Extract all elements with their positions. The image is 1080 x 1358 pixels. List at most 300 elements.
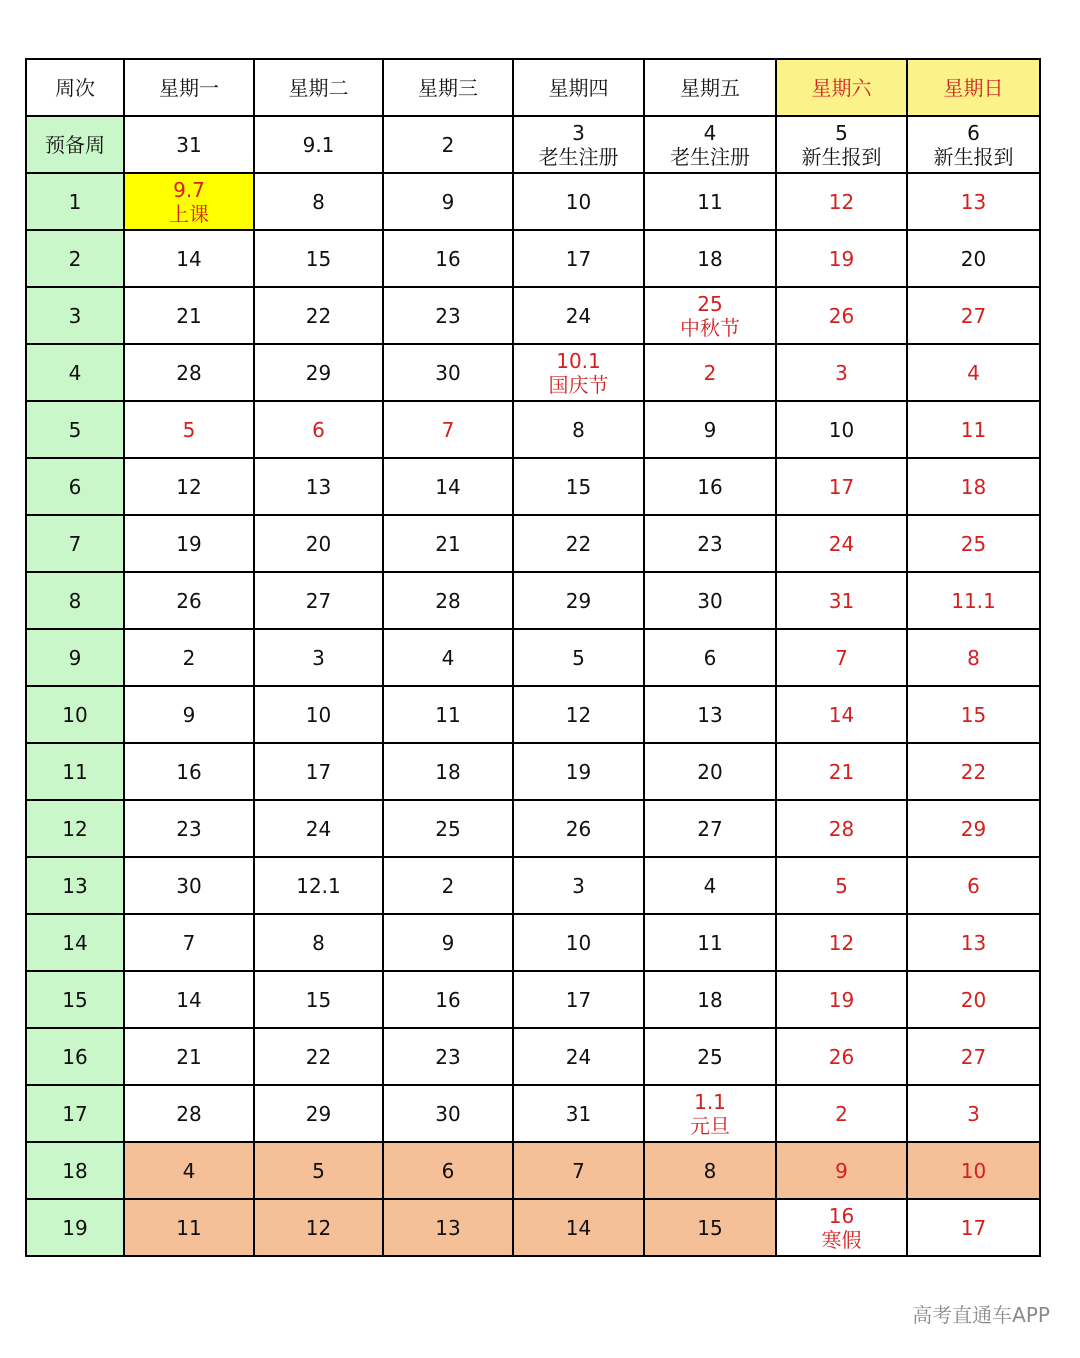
week-number-cell: 10 [26,686,124,743]
date-label: 18 [435,759,461,784]
date-cell [254,572,383,629]
date-label: 19 [828,246,855,271]
date-cell [513,1028,644,1085]
date-label: 8 [572,417,585,442]
date-cell [254,173,383,230]
date-cell [383,572,513,629]
week-number-cell: 1 [26,173,124,230]
date-label: 30 [697,588,723,613]
date-label: 16 [828,1203,855,1228]
date-cell [513,629,644,686]
date-cell [383,1028,513,1085]
date-label: 5 [572,645,585,670]
header-thursday: 星期四 [513,59,644,116]
date-label: 7 [441,417,455,442]
date-cell [907,629,1040,686]
date-label: 28 [176,360,202,385]
date-cell [644,1199,776,1256]
table-row [26,743,1040,800]
date-cell [254,515,383,572]
date-cell [644,743,776,800]
week-number-cell: 8 [26,572,124,629]
date-label: 20 [697,759,723,784]
date-cell [254,971,383,1028]
date-label: 20 [960,246,987,271]
date-label: 15 [305,246,332,271]
date-cell [383,857,513,914]
date-cell [776,743,907,800]
date-label: 9 [441,189,455,214]
date-label: 5 [312,1158,325,1183]
date-cell [383,515,513,572]
date-label: 18 [697,987,723,1012]
date-label: 29 [305,360,332,385]
date-cell [513,287,644,344]
table-row [26,1142,1040,1199]
date-label: 30 [435,1101,461,1126]
date-cell [907,230,1040,287]
date-label: 12 [176,474,202,499]
date-cell [124,800,254,857]
date-cell [907,971,1040,1028]
date-cell [513,857,644,914]
date-cell [907,1085,1040,1142]
date-label: 25 [697,1044,723,1069]
date-cell [776,287,907,344]
week-number-cell: 4 [26,344,124,401]
table-row [26,686,1040,743]
date-label: 27 [305,588,332,613]
date-label: 12 [305,1215,332,1240]
date-label: 14 [435,474,461,499]
academic-calendar-table [25,58,1041,1257]
week-number-cell: 14 [26,914,124,971]
date-cell [907,572,1040,629]
date-label: 12 [828,189,855,214]
date-cell [124,743,254,800]
date-label: 24 [828,531,855,556]
date-label: 21 [176,303,202,328]
date-cell [383,173,513,230]
date-cell [513,344,644,401]
date-cell [907,800,1040,857]
week-number-cell: 5 [26,401,124,458]
date-cell [513,572,644,629]
date-label: 26 [828,303,855,328]
date-label: 17 [960,1215,987,1240]
date-cell [124,686,254,743]
header-tuesday: 星期二 [254,59,383,116]
date-label: 10 [565,930,592,955]
date-label: 3 [967,1101,980,1126]
date-cell [383,344,513,401]
date-cell [776,914,907,971]
date-label: 9.7 [173,177,205,202]
date-cell [776,800,907,857]
date-cell [124,1142,254,1199]
date-label: 6 [441,1158,455,1183]
date-label: 12.1 [296,873,341,898]
date-label: 17 [305,759,332,784]
date-label: 30 [435,360,461,385]
table-row [26,1085,1040,1142]
date-label: 5 [182,417,196,442]
header-sunday: 星期日 [907,59,1040,116]
date-label: 11 [435,702,461,727]
date-label: 24 [565,1044,592,1069]
date-label: 14 [828,702,855,727]
date-cell [644,1028,776,1085]
header-week: 周次 [26,59,124,116]
date-cell [254,1199,383,1256]
date-label: 31 [176,132,202,157]
table-row [26,914,1040,971]
date-label: 15 [960,702,987,727]
week-number-cell: 3 [26,287,124,344]
date-label: 6 [703,645,717,670]
date-label: 9.1 [302,132,335,157]
date-label: 17 [565,987,592,1012]
date-label: 14 [565,1215,592,1240]
date-cell [383,800,513,857]
date-label: 9 [441,930,455,955]
date-cell [254,1142,383,1199]
date-cell [513,173,644,230]
date-label: 9 [182,702,196,727]
event-label: 国庆节 [548,372,609,397]
date-label: 13 [435,1215,461,1240]
event-label: 中秋节 [680,315,740,340]
date-cell [776,1142,907,1199]
date-cell [644,686,776,743]
date-label: 22 [960,759,987,784]
date-cell [124,230,254,287]
date-label: 25 [697,291,723,316]
date-label: 28 [828,816,855,841]
date-cell [254,857,383,914]
date-cell [776,857,907,914]
event-label: 寒假 [821,1227,862,1252]
date-cell [776,1028,907,1085]
event-label: 老生注册 [670,144,750,169]
date-label: 6 [967,873,980,898]
date-cell [513,914,644,971]
table-row [26,173,1040,230]
date-cell [907,458,1040,515]
date-label: 27 [960,1044,987,1069]
date-cell [907,743,1040,800]
date-label: 15 [305,987,332,1012]
date-label: 3 [835,360,848,385]
date-cell [907,344,1040,401]
date-label: 12 [828,930,855,955]
table-row [26,287,1040,344]
date-cell [383,458,513,515]
date-cell [644,458,776,515]
date-label: 6 [312,417,325,442]
date-label: 5 [835,120,848,145]
header-row [26,59,1040,116]
date-label: 23 [176,816,202,841]
date-label: 13 [960,930,987,955]
date-cell [124,515,254,572]
date-label: 4 [703,873,717,898]
week-number-cell: 9 [26,629,124,686]
date-label: 26 [828,1044,855,1069]
date-cell [513,458,644,515]
date-cell [254,1028,383,1085]
date-cell [383,401,513,458]
week-number-cell: 7 [26,515,124,572]
event-label: 新生报到 [801,144,882,169]
date-cell [776,458,907,515]
date-cell [124,1085,254,1142]
date-cell [513,971,644,1028]
date-label: 2 [441,873,455,898]
date-label: 7 [182,930,196,955]
date-label: 2 [182,645,196,670]
date-cell [124,971,254,1028]
date-cell [254,230,383,287]
date-cell [513,515,644,572]
date-label: 7 [835,645,848,670]
date-label: 30 [176,873,202,898]
date-label: 16 [435,246,461,271]
date-cell [254,344,383,401]
date-label: 29 [565,588,592,613]
date-label: 20 [960,987,987,1012]
date-cell [383,914,513,971]
date-cell [383,686,513,743]
date-label: 23 [435,1044,461,1069]
date-cell [776,1085,907,1142]
date-cell [776,401,907,458]
date-label: 26 [176,588,202,613]
date-cell [513,1199,644,1256]
date-cell [254,686,383,743]
date-label: 31 [565,1101,592,1126]
date-cell [644,515,776,572]
date-label: 16 [176,759,202,784]
event-label: 元旦 [690,1113,730,1138]
date-label: 17 [828,474,855,499]
header-friday: 星期五 [644,59,776,116]
date-label: 14 [176,987,202,1012]
date-cell [124,401,254,458]
date-label: 27 [697,816,723,841]
date-label: 16 [697,474,723,499]
date-cell [383,1199,513,1256]
date-label: 2 [441,132,455,157]
calendar-body [26,116,1040,1256]
date-label: 13 [697,702,723,727]
week-number-cell: 12 [26,800,124,857]
date-cell [776,515,907,572]
date-label: 21 [176,1044,202,1069]
date-cell [254,629,383,686]
date-cell [644,572,776,629]
date-cell [124,914,254,971]
date-label: 23 [435,303,461,328]
date-label: 2 [703,360,717,385]
date-cell [513,1142,644,1199]
date-label: 9 [703,417,717,442]
date-label: 21 [435,531,461,556]
date-cell [776,230,907,287]
event-label: 上课 [169,201,209,226]
date-cell [124,458,254,515]
date-label: 15 [565,474,592,499]
date-label: 15 [697,1215,723,1240]
date-label: 11 [697,930,723,955]
date-label: 18 [960,474,987,499]
date-cell [907,401,1040,458]
date-cell [124,287,254,344]
week-number-cell: 18 [26,1142,124,1199]
watermark: 高考直通车APP [912,1303,1050,1327]
table-row [26,971,1040,1028]
date-cell [124,572,254,629]
table-row [26,857,1040,914]
date-cell [644,629,776,686]
date-cell [644,971,776,1028]
date-cell [383,1142,513,1199]
date-cell [644,1142,776,1199]
date-label: 4 [182,1158,196,1183]
date-label: 22 [305,303,332,328]
date-cell [254,743,383,800]
date-label: 11 [176,1215,202,1240]
date-label: 14 [176,246,202,271]
date-label: 9 [835,1158,848,1183]
date-cell [776,572,907,629]
date-label: 18 [697,246,723,271]
date-label: 11 [697,189,723,214]
date-label: 31 [828,588,855,613]
date-cell [383,743,513,800]
date-cell [907,1028,1040,1085]
date-cell [907,1199,1040,1256]
date-label: 13 [305,474,332,499]
date-cell [124,1028,254,1085]
date-label: 7 [572,1158,585,1183]
date-cell [907,116,1040,173]
date-label: 19 [565,759,592,784]
date-cell [383,971,513,1028]
date-label: 3 [572,873,585,898]
date-cell [644,287,776,344]
week-number-cell: 15 [26,971,124,1028]
week-number-cell: 17 [26,1085,124,1142]
table-row [26,458,1040,515]
date-label: 10 [305,702,332,727]
date-label: 8 [703,1158,717,1183]
week-number-cell: 预备周 [26,116,124,173]
week-number-cell: 2 [26,230,124,287]
date-label: 11 [960,417,987,442]
date-label: 10 [960,1158,987,1183]
table-row [26,629,1040,686]
table-row [26,401,1040,458]
date-label: 8 [312,930,325,955]
date-cell [254,458,383,515]
date-cell [644,857,776,914]
date-label: 29 [960,816,987,841]
date-label: 1.1 [694,1089,726,1114]
date-cell [513,116,644,173]
date-label: 3 [312,645,325,670]
table-row [26,572,1040,629]
table-row [26,1028,1040,1085]
event-label: 老生注册 [538,144,619,169]
date-label: 24 [305,816,332,841]
date-label: 21 [828,759,855,784]
table-row [26,344,1040,401]
date-label: 2 [835,1101,848,1126]
date-label: 4 [703,120,717,145]
week-number-cell: 6 [26,458,124,515]
event-label: 新生报到 [933,144,1014,169]
date-cell [513,743,644,800]
date-label: 5 [835,873,848,898]
date-cell [644,173,776,230]
date-cell [513,401,644,458]
date-cell [124,1199,254,1256]
date-label: 11.1 [951,588,996,613]
date-cell [776,344,907,401]
date-cell [383,116,513,173]
date-label: 3 [572,120,585,145]
date-label: 25 [435,816,461,841]
date-cell [254,914,383,971]
date-cell [254,1085,383,1142]
date-label: 6 [967,120,980,145]
date-cell [644,914,776,971]
date-cell [513,230,644,287]
date-cell [776,173,907,230]
date-label: 19 [176,531,202,556]
date-label: 22 [565,531,592,556]
date-cell [907,287,1040,344]
date-cell [383,1085,513,1142]
date-label: 17 [565,246,592,271]
date-cell [776,686,907,743]
date-label: 20 [305,531,332,556]
date-label: 16 [435,987,461,1012]
date-label: 29 [305,1101,332,1126]
date-label: 10 [828,417,855,442]
date-cell [907,686,1040,743]
date-label: 24 [565,303,592,328]
date-cell [124,629,254,686]
table-row [26,1199,1040,1256]
week-number-cell: 19 [26,1199,124,1256]
date-label: 26 [565,816,592,841]
header-monday: 星期一 [124,59,254,116]
date-cell [644,1085,776,1142]
date-cell [513,686,644,743]
date-cell [513,800,644,857]
date-cell [254,116,383,173]
date-cell [124,116,254,173]
date-cell [254,401,383,458]
date-cell [776,116,907,173]
date-cell [776,1199,907,1256]
date-cell [124,857,254,914]
date-label: 4 [441,645,455,670]
date-cell [644,230,776,287]
date-label: 25 [960,531,987,556]
